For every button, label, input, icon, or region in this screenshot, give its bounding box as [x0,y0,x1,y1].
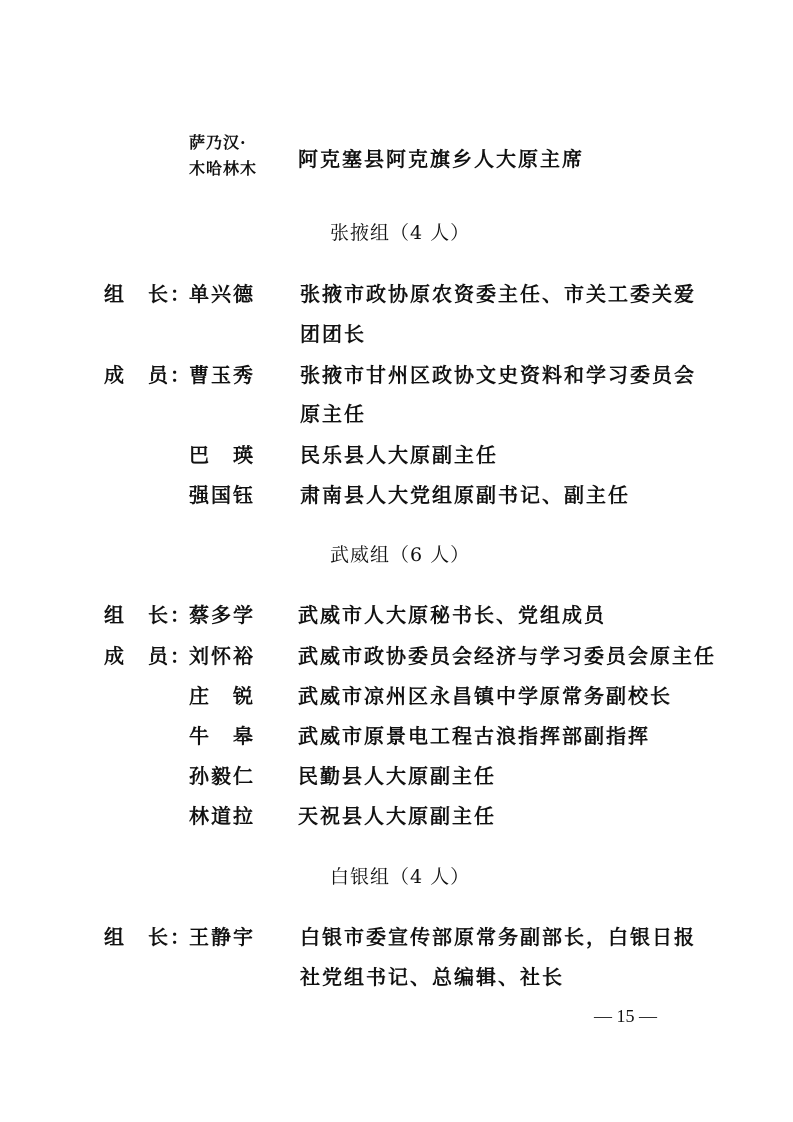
wuwei-member-role: 成 员： [104,644,192,668]
page-number: — 15 — [594,1006,657,1026]
top-entry-name-line1: 萨乃汉· [189,133,247,152]
wuwei-leader-position: 武威市人大原秘书长、党组成员 [298,603,606,627]
zhangye-member-position: 肃南县人大党组原副书记、副主任 [300,483,630,507]
baiyin-heading: 白银组（4 人） [330,866,471,888]
zhangye-heading: 张掖组（4 人） [330,222,471,244]
zhangye-member-position: 民乐县人大原副主任 [300,443,498,467]
top-entry-name-line2: 木哈林木 [189,159,258,178]
zhangye-member-name: 强国钰 [189,483,255,507]
zhangye-leader-role: 组 长： [104,282,192,306]
baiyin-leader-position-line2: 社党组书记、总编辑、社长 [300,965,564,989]
baiyin-leader-role: 组 长： [104,925,192,949]
zhangye-member-position-line2: 原主任 [300,402,366,426]
wuwei-member-position: 天祝县人大原副主任 [298,804,496,828]
wuwei-member-name: 林道拉 [189,804,255,828]
wuwei-leader-role: 组 长： [104,603,192,627]
wuwei-member-position: 武威市原景电工程古浪指挥部副指挥 [298,724,650,748]
wuwei-member-name: 庄 锐 [189,684,255,708]
wuwei-member-name: 孙毅仁 [189,764,255,788]
zhangye-member-name: 巴 瑛 [189,443,255,467]
zhangye-leader-position-line2: 团团长 [300,322,366,346]
top-entry-position: 阿克塞县阿克旗乡人大原主席 [298,147,584,171]
wuwei-leader-name: 蔡多学 [189,603,255,627]
wuwei-member-name: 牛 皋 [189,724,255,748]
zhangye-member-position-line1: 张掖市甘州区政协文史资料和学习委员会 [300,363,696,387]
zhangye-member-name: 曹玉秀 [189,363,255,387]
baiyin-leader-position-line1: 白银市委宣传部原常务副部长，白银日报 [300,925,696,949]
wuwei-member-position: 民勤县人大原副主任 [298,764,496,788]
zhangye-member-role: 成 员： [104,363,192,387]
wuwei-member-position: 武威市政协委员会经济与学习委员会原主任 [298,644,716,668]
wuwei-heading: 武威组（6 人） [330,544,471,566]
zhangye-leader-position-line1: 张掖市政协原农资委主任、市关工委关爱 [300,282,696,306]
zhangye-leader-name: 单兴德 [189,282,255,306]
wuwei-member-position: 武威市凉州区永昌镇中学原常务副校长 [298,684,672,708]
wuwei-member-name: 刘怀裕 [189,644,255,668]
baiyin-leader-name: 王静宇 [189,925,255,949]
